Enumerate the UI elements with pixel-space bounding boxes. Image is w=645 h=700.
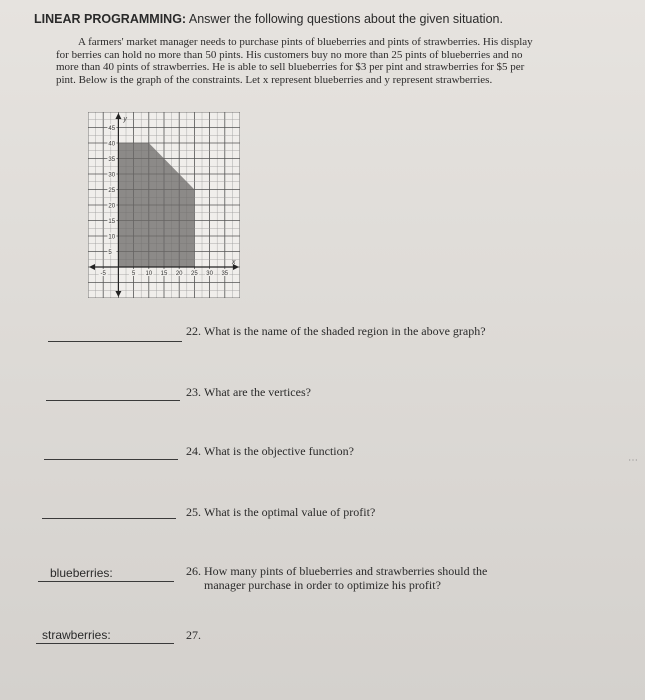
heading-instructions: Answer the following questions about the given situation. xyxy=(186,12,503,26)
question-26 xyxy=(186,564,556,592)
question-number: 23. xyxy=(186,385,201,399)
answer-line-23[interactable] xyxy=(46,400,180,401)
x-tick-label: 25 xyxy=(191,271,198,277)
question-text: What are the vertices? xyxy=(204,385,311,399)
question-number: 26. xyxy=(186,564,201,578)
y-tick-label: 5 xyxy=(108,250,112,256)
strawberries-label: strawberries: xyxy=(42,628,111,642)
blueberries-label: blueberries: xyxy=(50,566,113,580)
answer-line-27[interactable] xyxy=(36,643,174,644)
x-tick-label: 35 xyxy=(221,271,229,277)
answer-line-24[interactable] xyxy=(44,459,178,460)
y-axis-label: y xyxy=(123,116,127,123)
margin-mark: ⋯ xyxy=(628,455,639,466)
answer-line-25[interactable] xyxy=(42,518,176,519)
question-22 xyxy=(186,324,486,338)
problem-statement xyxy=(56,36,546,86)
y-tick-label: 35 xyxy=(108,157,116,163)
question-25 xyxy=(186,505,375,519)
question-23 xyxy=(186,385,311,399)
x-tick-label: -5 xyxy=(100,271,106,277)
question-27 xyxy=(186,628,204,642)
x-tick-label: 15 xyxy=(160,271,168,277)
question-text: What is the optimal value of profit? xyxy=(204,505,376,519)
y-tick-label: 45 xyxy=(108,126,116,132)
x-tick-label: 20 xyxy=(175,271,183,277)
answer-line-26[interactable] xyxy=(38,581,174,582)
x-tick-label: 30 xyxy=(206,271,213,277)
question-number: 25. xyxy=(186,505,201,519)
question-text: How many pints of blueberries and strawberries should the xyxy=(204,564,488,578)
worksheet-heading xyxy=(34,12,503,26)
x-axis-label: x xyxy=(232,259,236,266)
y-tick-labels xyxy=(107,124,116,256)
y-tick-label: 10 xyxy=(108,234,116,241)
problem-text: A farmers' market manager needs to purchase pints of blueberries and pints of strawberries. His display for berries can hold no more than 50 pints. His customers buy no more than 25 pints of blueberries and no more than 40 pints of strawberries. He is able to sell blueberries for $3 per pint and strawberries for $5 per pint. Below is the graph of the constraints. Let x represent blueberries and y represent strawberries. xyxy=(56,36,533,86)
question-text: What is the name of the shaded region in the above graph? xyxy=(204,324,486,338)
answer-line-22[interactable] xyxy=(48,341,182,342)
question-number: 22. xyxy=(186,324,201,338)
question-text: What is the objective function? xyxy=(204,444,354,458)
y-tick-label: 20 xyxy=(108,203,116,210)
y-tick-label: 30 xyxy=(108,172,116,179)
x-tick-label: 5 xyxy=(131,271,136,277)
y-tick-label: 40 xyxy=(108,141,116,148)
question-24 xyxy=(186,444,354,458)
heading-bold: LINEAR PROGRAMMING: xyxy=(34,12,187,26)
y-tick-label: 25 xyxy=(108,188,116,194)
question-number: 27. xyxy=(186,628,201,642)
y-tick-label: 15 xyxy=(108,219,116,225)
constraint-graph xyxy=(88,112,240,298)
question-number: 24. xyxy=(186,444,201,458)
x-tick-label: 10 xyxy=(145,271,153,277)
question-text-continued: manager purchase in order to optimize his profit? xyxy=(204,578,441,592)
